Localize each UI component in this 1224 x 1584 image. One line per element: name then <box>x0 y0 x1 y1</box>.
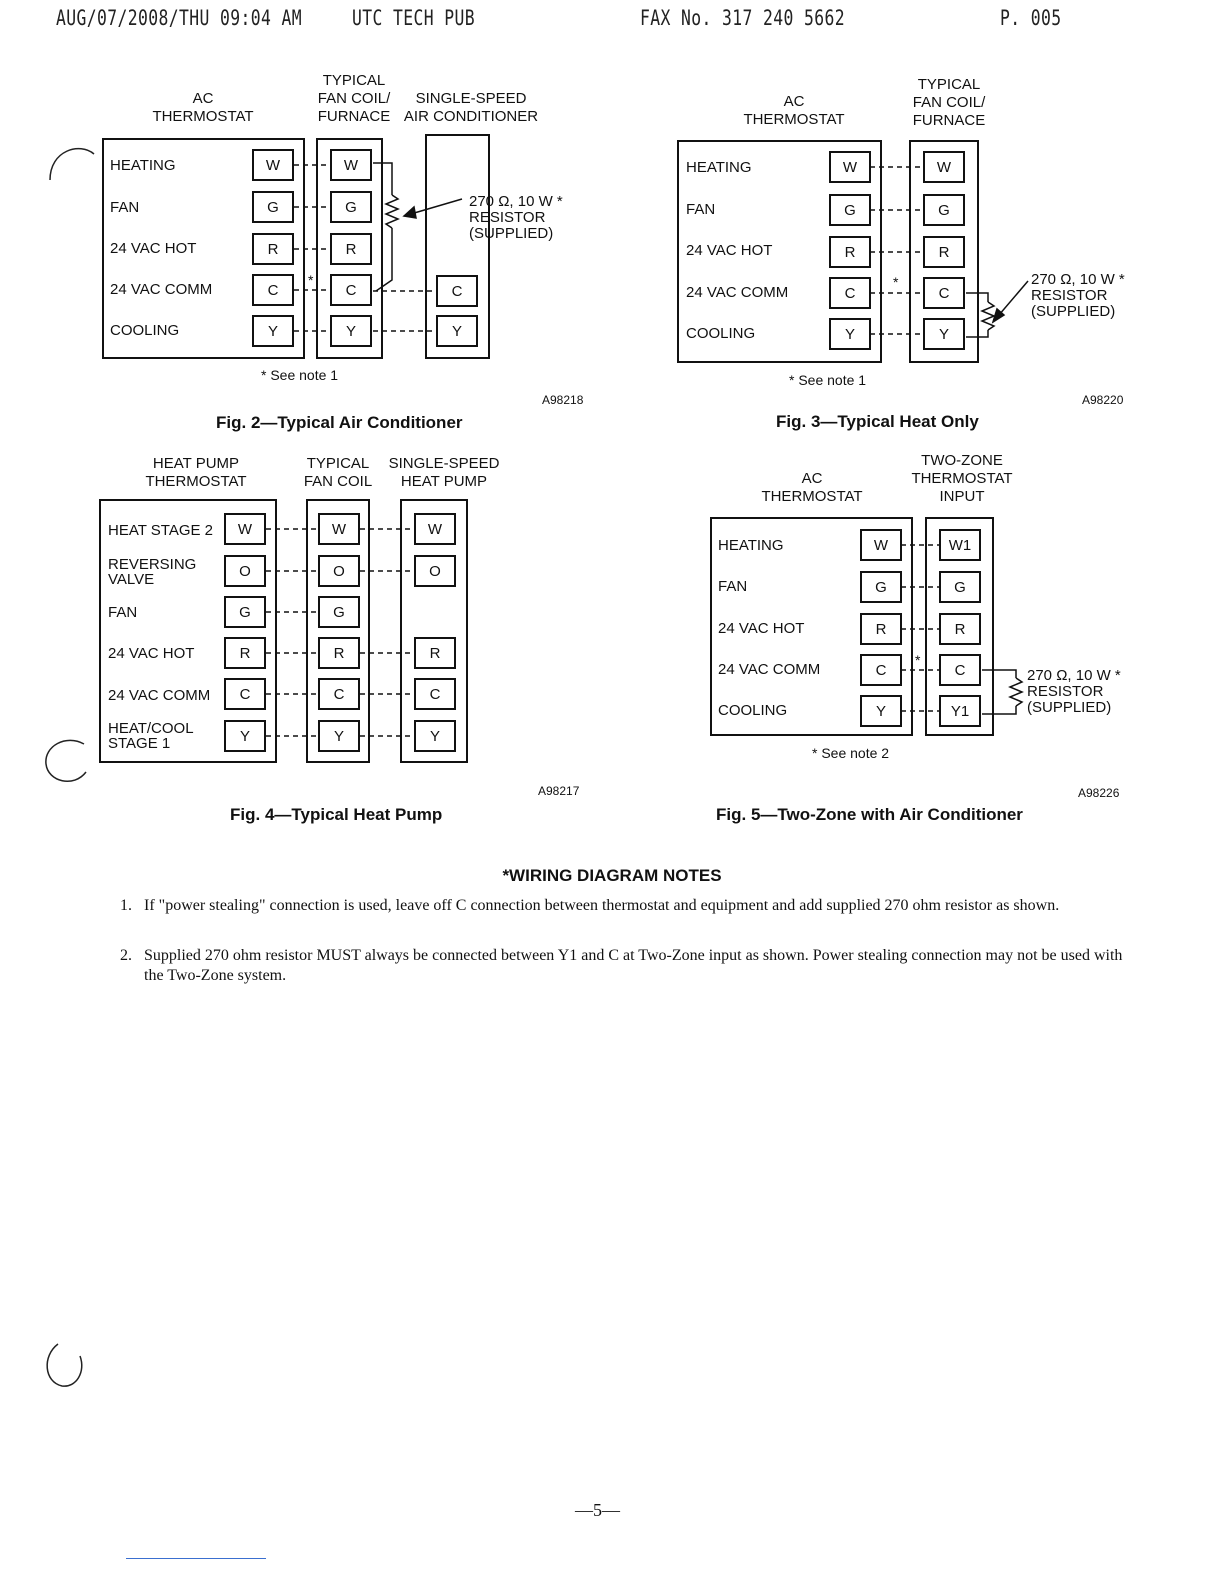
fig4-fancoil-terminal: C <box>318 678 360 710</box>
fig2-resistor-label: 270 Ω, 10 W * RESISTOR (SUPPLIED) <box>469 193 563 242</box>
fig5-thermostat-terminal: R <box>860 613 902 645</box>
fig4-thermostat-terminal: Y <box>224 720 266 752</box>
fig3-asterisk: * <box>893 274 899 290</box>
fig5-thermostat-terminal: Y <box>860 695 902 727</box>
fig4-row-label: HEAT/COOL STAGE 1 <box>108 720 194 752</box>
fig3-thermostat-terminal: R <box>829 236 871 268</box>
fig4-fancoil-terminal: Y <box>318 720 360 752</box>
fig5-row-label: 24 VAC HOT <box>718 620 805 637</box>
fig4-thermostat-terminal: O <box>224 555 266 587</box>
fig5-row-label: COOLING <box>718 702 788 719</box>
fig2-header-furnace: TYPICAL FAN COIL/ FURNACE <box>317 72 391 125</box>
fig3-furnace-terminal: Y <box>923 318 965 350</box>
fig4-header-fancoil: TYPICAL FAN COIL <box>303 455 373 490</box>
fax-sender: UTC TECH PUB <box>352 6 476 30</box>
fig5-resistor-label: 270 Ω, 10 W * RESISTOR (SUPPLIED) <box>1027 667 1121 716</box>
fig2-furnace-terminal: R <box>330 233 372 265</box>
fig3-row-label: FAN <box>686 201 716 218</box>
fig5-zone-terminal: R <box>939 613 981 645</box>
fig5-row-label: 24 VAC COMM <box>718 661 821 678</box>
notes-title: *WIRING DIAGRAM NOTES <box>502 866 722 885</box>
fig2-row-label: 24 VAC HOT <box>110 240 197 257</box>
fig3-caption: Fig. 3—Typical Heat Only <box>776 412 979 431</box>
fig5-row-label: HEATING <box>718 537 784 554</box>
fig4-fancoil-terminal: G <box>318 596 360 628</box>
fig3-header-thermostat: AC THERMOSTAT <box>743 93 845 128</box>
fig2-outdoor-terminal: C <box>436 275 478 307</box>
fig4-thermostat-terminal: W <box>224 513 266 545</box>
fig4-outdoor-terminal: R <box>414 637 456 669</box>
note-item-2 <box>120 946 1130 986</box>
fig3-resistor-label: 270 Ω, 10 W * RESISTOR (SUPPLIED) <box>1031 271 1125 320</box>
fig3-thermostat-terminal: G <box>829 194 871 226</box>
fig5-thermostat-terminal: W <box>860 529 902 561</box>
fig4-outdoor-terminal: Y <box>414 720 456 752</box>
fig5-code: A98226 <box>1078 786 1120 800</box>
fig2-thermostat-terminal: G <box>252 191 294 223</box>
fig2-asterisk: * <box>308 272 314 288</box>
fig5-asterisk: * <box>915 652 921 668</box>
fig2-see-note: * See note 1 <box>261 367 339 383</box>
fig4-header-outdoor: SINGLE-SPEED HEAT PUMP <box>388 455 500 490</box>
fig3-thermostat-terminal: C <box>829 277 871 309</box>
fig3-see-note: * See note 1 <box>789 372 867 388</box>
fig3-row-label: COOLING <box>686 325 756 342</box>
fig3-row-label: 24 VAC HOT <box>686 242 773 259</box>
hole-punch-mark <box>36 732 96 792</box>
fig4-fancoil-terminal: W <box>318 513 360 545</box>
fig2-thermostat-terminal: R <box>252 233 294 265</box>
fig2-row-label: 24 VAC COMM <box>110 281 213 298</box>
fig2-furnace-terminal: G <box>330 191 372 223</box>
fax-number: FAX No. 317 240 5662 <box>640 6 846 30</box>
hole-punch-mark <box>36 1336 96 1396</box>
hole-punch-mark <box>40 140 100 190</box>
fig4-thermostat-terminal: G <box>224 596 266 628</box>
fig5-caption: Fig. 5—Two-Zone with Air Conditioner <box>716 805 1023 824</box>
fig5-zone-terminal: Y1 <box>939 695 981 727</box>
fig5-zone-terminal: C <box>939 654 981 686</box>
note-number: 1. <box>120 897 132 914</box>
fig2-thermostat-terminal: C <box>252 274 294 306</box>
note-text: Supplied 270 ohm resistor MUST always be connected between Y1 and C at Two-Zone input as shown. Power stealing connection may not be used with the Two-Zone system. <box>144 947 1123 984</box>
fig2-row-label: HEATING <box>110 157 176 174</box>
fig2-thermostat-terminal: W <box>252 149 294 181</box>
fig4-outdoor-terminal: O <box>414 555 456 587</box>
fig3-thermostat-terminal: W <box>829 151 871 183</box>
fig3-furnace-terminal: W <box>923 151 965 183</box>
fig3-row-label: 24 VAC COMM <box>686 284 789 301</box>
page-number: —5— <box>575 1500 620 1520</box>
fig3-furnace-terminal: C <box>923 277 965 309</box>
fig4-header-thermostat: HEAT PUMP THERMOSTAT <box>145 455 247 490</box>
fig3-furnace-terminal: G <box>923 194 965 226</box>
fax-date: AUG/07/2008/THU 09:04 AM <box>56 6 303 30</box>
fig2-furnace-terminal: Y <box>330 315 372 347</box>
fig2-outdoor-terminal: Y <box>436 315 478 347</box>
fig3-code: A98220 <box>1082 393 1124 407</box>
fig5-header-thermostat: AC THERMOSTAT <box>761 470 863 505</box>
fig5-header-zone: TWO-ZONE THERMOSTAT INPUT <box>911 452 1013 505</box>
fig2-row-label: FAN <box>110 199 140 216</box>
fig3-furnace-terminal: R <box>923 236 965 268</box>
fig2-header-thermostat: AC THERMOSTAT <box>152 90 254 125</box>
fig4-fancoil-terminal: O <box>318 555 360 587</box>
fig4-row-label: 24 VAC HOT <box>108 645 195 662</box>
fig2-thermostat-terminal: Y <box>252 315 294 347</box>
fig5-see-note: * See note 2 <box>812 745 890 761</box>
fig4-row-label: HEAT STAGE 2 <box>108 522 214 539</box>
fig5-row-label: FAN <box>718 578 748 595</box>
note-text: If "power stealing" connection is used, leave off C connection between thermostat and equipment and add supplied 270 ohm resistor as shown. <box>144 897 1060 914</box>
bottom-rule <box>126 1558 266 1559</box>
fig2-caption: Fig. 2—Typical Air Conditioner <box>216 413 463 432</box>
fig4-row-label: FAN <box>108 604 138 621</box>
note-item-1 <box>120 896 1130 916</box>
fig4-outdoor-terminal: C <box>414 678 456 710</box>
fig4-thermostat-terminal: R <box>224 637 266 669</box>
note-number: 2. <box>120 947 132 964</box>
fig4-thermostat-terminal: C <box>224 678 266 710</box>
fig4-outdoor-terminal: W <box>414 513 456 545</box>
fig2-furnace-terminal: C <box>330 274 372 306</box>
fig5-thermostat-terminal: G <box>860 571 902 603</box>
fig2-code: A98218 <box>542 393 584 407</box>
fig4-code: A98217 <box>538 784 580 798</box>
fig4-fancoil-terminal: R <box>318 637 360 669</box>
fig2-header-outdoor: SINGLE-SPEED AIR CONDITIONER <box>403 90 539 125</box>
fig4-row-label: REVERSING VALVE <box>108 556 197 588</box>
fig3-header-furnace: TYPICAL FAN COIL/ FURNACE <box>912 76 986 129</box>
fig5-thermostat-terminal: C <box>860 654 902 686</box>
fig3-thermostat-terminal: Y <box>829 318 871 350</box>
fig4-caption: Fig. 4—Typical Heat Pump <box>230 805 443 824</box>
fig4-row-label: 24 VAC COMM <box>108 687 211 704</box>
fax-page: P. 005 <box>1000 6 1062 30</box>
fig5-zone-terminal: W1 <box>939 529 981 561</box>
fig2-row-label: COOLING <box>110 322 180 339</box>
fig3-row-label: HEATING <box>686 159 752 176</box>
fig5-zone-terminal: G <box>939 571 981 603</box>
fig2-furnace-terminal: W <box>330 149 372 181</box>
